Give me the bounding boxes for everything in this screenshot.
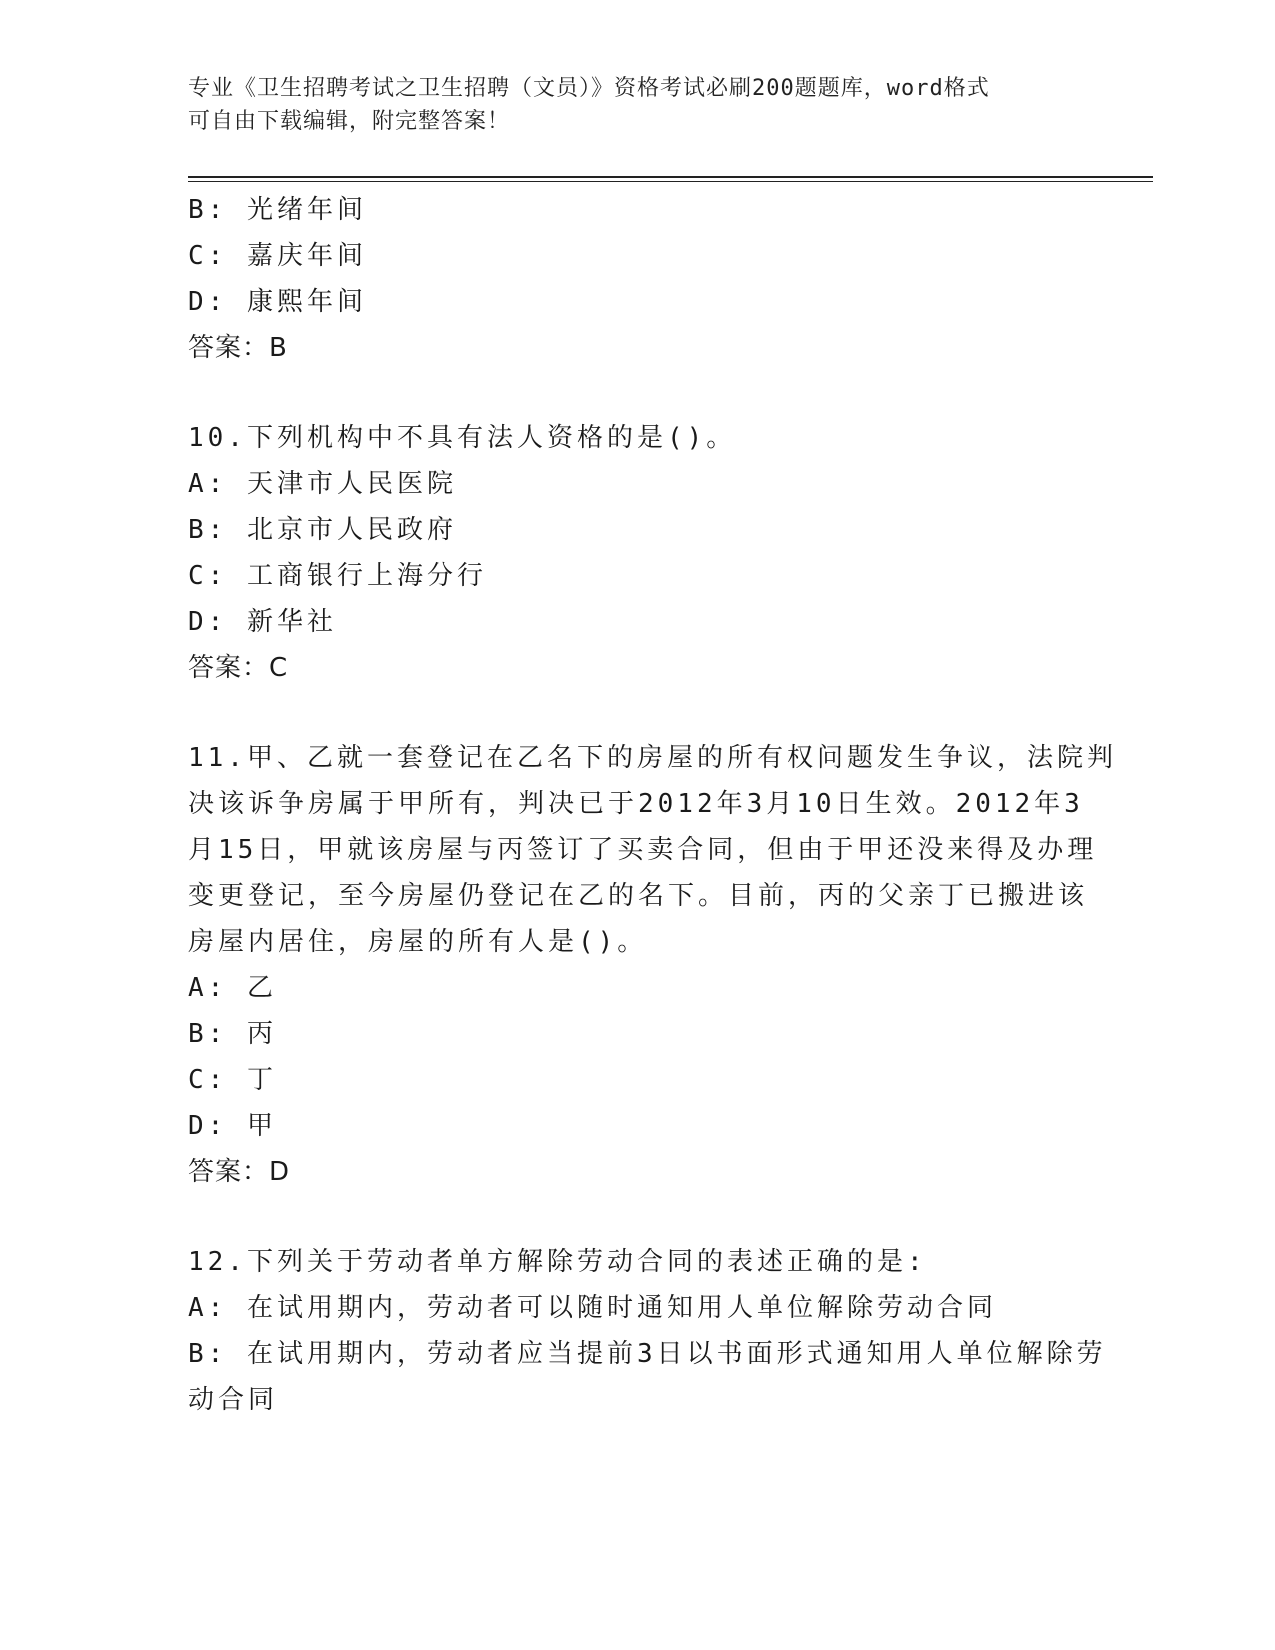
option-b: B: 丙 [188,1019,277,1049]
option-a: A: 天津市人民医院 [188,469,457,499]
document-header [188,72,1068,138]
question-text-line-3: 月15日，甲就该房屋与丙签订了买卖合同，但由于甲还没来得及办理 [188,835,1098,865]
question-text-line-2: 决该诉争房属于甲所有，判决已于2012年3月10日生效。2012年3 [188,789,1084,819]
option-b-line-1: B: 在试用期内，劳动者应当提前3日以书面形式通知用人单位解除劳 [188,1339,1107,1369]
spacer [188,691,1078,735]
spacer [188,1195,1078,1239]
option-c: C: 丁 [188,1065,277,1095]
question-text: 12.下列关于劳动者单方解除劳动合同的表述正确的是: [188,1247,927,1277]
spacer [188,371,1078,415]
answer-label: 答案：C [188,653,289,683]
option-c: C: 嘉庆年间 [188,241,367,271]
question-text-line-5: 房屋内居住，房屋的所有人是()。 [188,927,648,957]
option-d: D: 甲 [188,1111,277,1141]
header-divider-thick [188,176,1153,178]
question-9 [188,187,1078,371]
option-d: D: 新华社 [188,607,337,637]
question-text-line-4: 变更登记，至今房屋仍登记在乙的名下。目前，丙的父亲丁已搬进该 [188,881,1089,911]
question-list [188,187,1117,1423]
header-line-2: 可自由下载编辑，附完整答案！ [188,109,511,134]
question-12 [188,1239,1107,1423]
option-d: D: 康熙年间 [188,287,367,317]
option-b: B: 光绪年间 [188,195,367,225]
question-text: 10.下列机构中不具有法人资格的是()。 [188,423,737,453]
option-c: C: 工商银行上海分行 [188,561,487,591]
header-line-1: 专业《卫生招聘考试之卫生招聘（文员）》资格考试必刷200题题库，word格式 [188,76,990,101]
option-a: A: 乙 [188,973,277,1003]
question-10 [188,415,1078,691]
answer-label: 答案：D [188,1157,291,1187]
question-text-line-1: 11.甲、乙就一套登记在乙名下的房屋的所有权问题发生争议，法院判 [188,743,1117,773]
header-divider-thin [188,181,1153,182]
answer-label: 答案：B [188,333,288,363]
question-11 [188,735,1117,1195]
option-b-line-2: 动合同 [188,1385,279,1415]
option-b: B: 北京市人民政府 [188,515,457,545]
option-a: A: 在试用期内，劳动者可以随时通知用人单位解除劳动合同 [188,1293,997,1323]
